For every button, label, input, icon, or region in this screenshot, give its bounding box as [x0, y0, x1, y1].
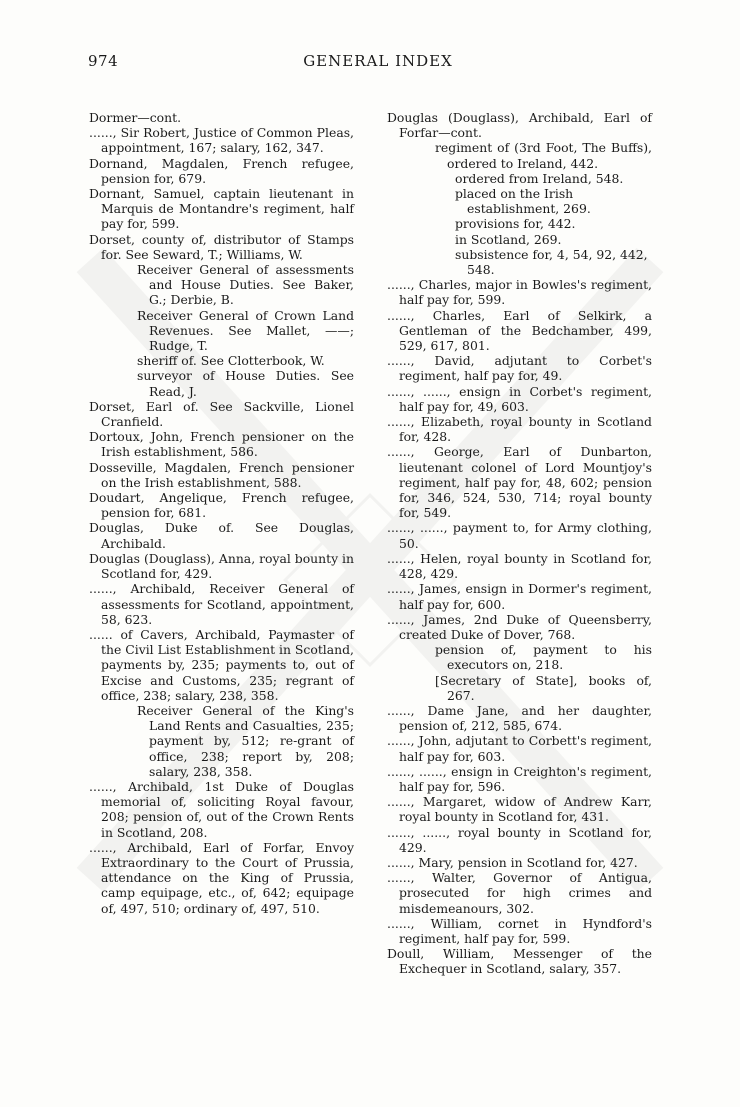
- index-entry: Receiver General of assessments and House Duties. See Baker, G.; Derbie, B.: [137, 262, 354, 308]
- index-entry: Receiver General of Crown Land Revenues. See Mallet, ——; Rudge, T.: [137, 307, 354, 354]
- index-entry: ......, Archibald, 1st Duke of Douglas memorial of, soliciting Royal favour, 208; pension of, out of the Crown Rents in Scotland, 208.: [89, 778, 354, 840]
- index-entry: ......, James, 2nd Duke of Queensberry, created Duke of Dover, 768.: [387, 611, 652, 642]
- index-entry: ......, Helen, royal bounty in Scotland for, 428, 429.: [387, 550, 652, 582]
- index-entry: ......, Archibald, Receiver General of assessments for Scotland, appointment, 58, 623.: [89, 581, 354, 627]
- index-entry: provisions for, 442.: [455, 216, 576, 232]
- index-entry: ......, James, ensign in Dormer's regiment, half pay for, 600.: [387, 581, 652, 612]
- index-column-left: [89, 110, 354, 916]
- index-entry: ......, ......, ensign in Creighton's regiment, half pay for, 596.: [387, 763, 652, 794]
- index-entry: Dornand, Magdalen, French refugee, pension for, 679.: [89, 155, 354, 186]
- index-entry: ...... of Cavers, Archibald, Paymaster of the Civil List Establishment in Scotland, payments by, 235; payments to, out of Excise and Customs, 235; regrant of office, 238; salary, 238, 358.: [89, 626, 354, 703]
- index-entry: [Secretary of State], books of, 267.: [435, 672, 652, 703]
- index-entry: Receiver General of the King's Land Rents and Casualties, 235; payment by, 512; re-grant of office, 238; report by, 208; salary, 238, 358.: [137, 702, 354, 779]
- index-entry: ......, ......, royal bounty in Scotland for, 429.: [387, 824, 652, 855]
- index-entry: ......, ......, payment to, for Army clothing, 50.: [387, 520, 652, 551]
- index-entry: ......, Archibald, Earl of Forfar, Envoy Extraordinary to the Court of Prussia, attendance on the King of Prussia, camp equipage, etc., of, 642; equipage of, 497, 510; ordinary of, 497, 510.: [89, 839, 354, 916]
- index-entry: Douglas, Duke of. See Douglas, Archibald.: [89, 520, 354, 551]
- index-entry: ......, Margaret, widow of Andrew Karr, royal bounty in Scotland for, 431.: [387, 794, 652, 825]
- index-entry: ordered from Ireland, 548.: [455, 170, 624, 186]
- index-entry: Dosseville, Magdalen, French pensioner on the Irish establishment, 588.: [89, 459, 354, 490]
- index-column-right: [387, 110, 652, 977]
- index-entry: Dorset, county of, distributor of Stamps for. See Seward, T.; Williams, W.: [89, 231, 354, 262]
- index-entry: ......, Sir Robert, Justice of Common Pleas, appointment, 167; salary, 162, 347.: [89, 125, 354, 156]
- index-entry: subsistence for, 4, 54, 92, 442, 548.: [455, 246, 648, 278]
- index-entry: ......, Mary, pension in Scotland for, 427.: [387, 854, 638, 870]
- index-entry: surveyor of House Duties. See Read, J.: [137, 368, 354, 399]
- index-entry: ......, Charles, Earl of Selkirk, a Gentleman of the Bedchamber, 499, 529, 617, 801.: [387, 307, 652, 354]
- index-entry: placed on the Irish establishment, 269.: [455, 186, 591, 217]
- index-entry: sheriff of. See Clotterbook, W.: [137, 353, 325, 369]
- index-entry: pension of, payment to his executors on, 218.: [435, 642, 652, 673]
- index-entry: in Scotland, 269.: [455, 231, 562, 247]
- index-entry: regiment of (3rd Foot, The Buffs), ordered to Ireland, 442.: [435, 140, 652, 171]
- index-entry: Dorset, Earl of. See Sackville, Lionel Cranfield.: [89, 398, 354, 430]
- index-entry: Dornant, Samuel, captain lieutenant in Marquis de Montandre's regiment, half pay for, 599.: [89, 186, 354, 232]
- index-entry: ......, William, cornet in Hyndford's regiment, half pay for, 599.: [387, 915, 652, 946]
- index-entry: Doull, William, Messenger of the Exchequer in Scotland, salary, 357.: [387, 946, 652, 977]
- index-entry: Douglas (Douglass), Anna, royal bounty in Scotland for, 429.: [89, 550, 354, 582]
- index-entry: ......, David, adjutant to Corbet's regiment, half pay for, 49.: [387, 353, 652, 384]
- index-entry: ......, Elizabeth, royal bounty in Scotland for, 428.: [387, 414, 652, 445]
- index-entry: ......, Walter, Governor of Antigua, prosecuted for high crimes and misdemeanours, 302.: [387, 870, 652, 916]
- index-entry: ......, ......, ensign in Corbet's regiment, half pay for, 49, 603.: [387, 383, 652, 414]
- index-entry: ......, Charles, major in Bowles's regiment, half pay for, 599.: [387, 277, 652, 308]
- index-entry: ......, John, adjutant to Corbett's regiment, half pay for, 603.: [387, 733, 652, 764]
- index-entry: Dortoux, John, French pensioner on the Irish establishment, 586.: [89, 429, 354, 460]
- page-number: 974: [88, 52, 119, 70]
- index-entry: Dormer—cont.: [89, 110, 182, 125]
- index-entry: Douglas (Douglass), Archibald, Earl of Forfar—cont.: [387, 110, 652, 141]
- index-entry: ......, Dame Jane, and her daughter, pension of, 212, 585, 674.: [387, 702, 652, 734]
- index-entry: ......, George, Earl of Dunbarton, lieutenant colonel of Lord Mountjoy's regiment, half pay for, 48, 602; pension for, 346, 524, 530, 714; royal bounty for, 549.: [387, 444, 652, 521]
- index-entry: Doudart, Angelique, French refugee, pension for, 681.: [89, 490, 354, 521]
- running-title: GENERAL INDEX: [303, 52, 453, 70]
